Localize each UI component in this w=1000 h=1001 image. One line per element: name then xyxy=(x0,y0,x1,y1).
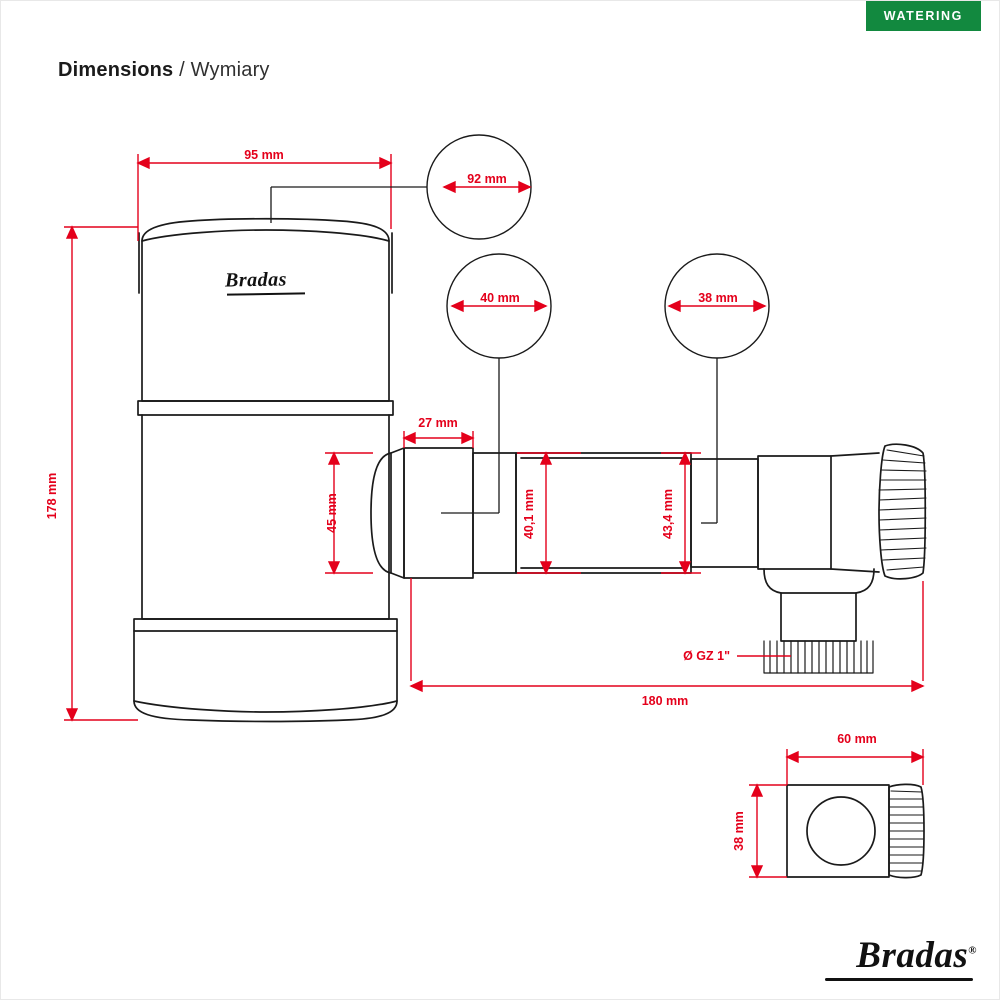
product-detail-view xyxy=(787,784,924,877)
dim-label-38mm: 38 mm xyxy=(698,291,738,305)
dim-label-178mm: 178 mm xyxy=(45,472,59,520)
dim-label-40mm: 40 mm xyxy=(480,291,520,305)
dim-27mm xyxy=(404,433,473,443)
dim-label-45mm: 45 mm xyxy=(325,493,339,533)
footer-logo-text: Bradas xyxy=(856,935,969,976)
dim-60mm xyxy=(787,752,923,762)
dim-label-92mm: 92 mm xyxy=(467,172,507,186)
dim-label-60mm: 60 mm xyxy=(837,732,877,746)
dim-label-180mm: 180 mm xyxy=(641,694,689,708)
product-horizontal-pipe xyxy=(371,444,926,673)
product-logo: Bradas xyxy=(224,268,288,292)
dim-label-detail-38mm: 38 mm xyxy=(732,811,746,851)
callout-92mm xyxy=(271,135,531,239)
footer-logo xyxy=(856,934,977,977)
dim-178mm xyxy=(67,227,77,720)
page-title-separator: / xyxy=(173,59,191,81)
dim-label-43-4mm: 43,4 mm xyxy=(661,488,675,540)
page-title-alt: Wymiary xyxy=(190,59,270,81)
dim-label-40-1mm: 40,1 mm xyxy=(522,488,536,540)
dimension-drawing xyxy=(1,1,1000,1001)
footer-logo-underline xyxy=(825,978,973,981)
dim-label-thread: Ø GZ 1" xyxy=(683,649,730,663)
dim-label-27mm: 27 mm xyxy=(418,416,458,430)
dim-label-95mm: 95 mm xyxy=(244,148,284,162)
page-title-main: Dimensions xyxy=(58,59,174,81)
dim-detail-38mm xyxy=(752,785,762,877)
category-badge: WATERING xyxy=(866,1,981,31)
dim-180mm xyxy=(411,681,923,691)
footer-logo-registered-mark: ® xyxy=(968,944,977,957)
